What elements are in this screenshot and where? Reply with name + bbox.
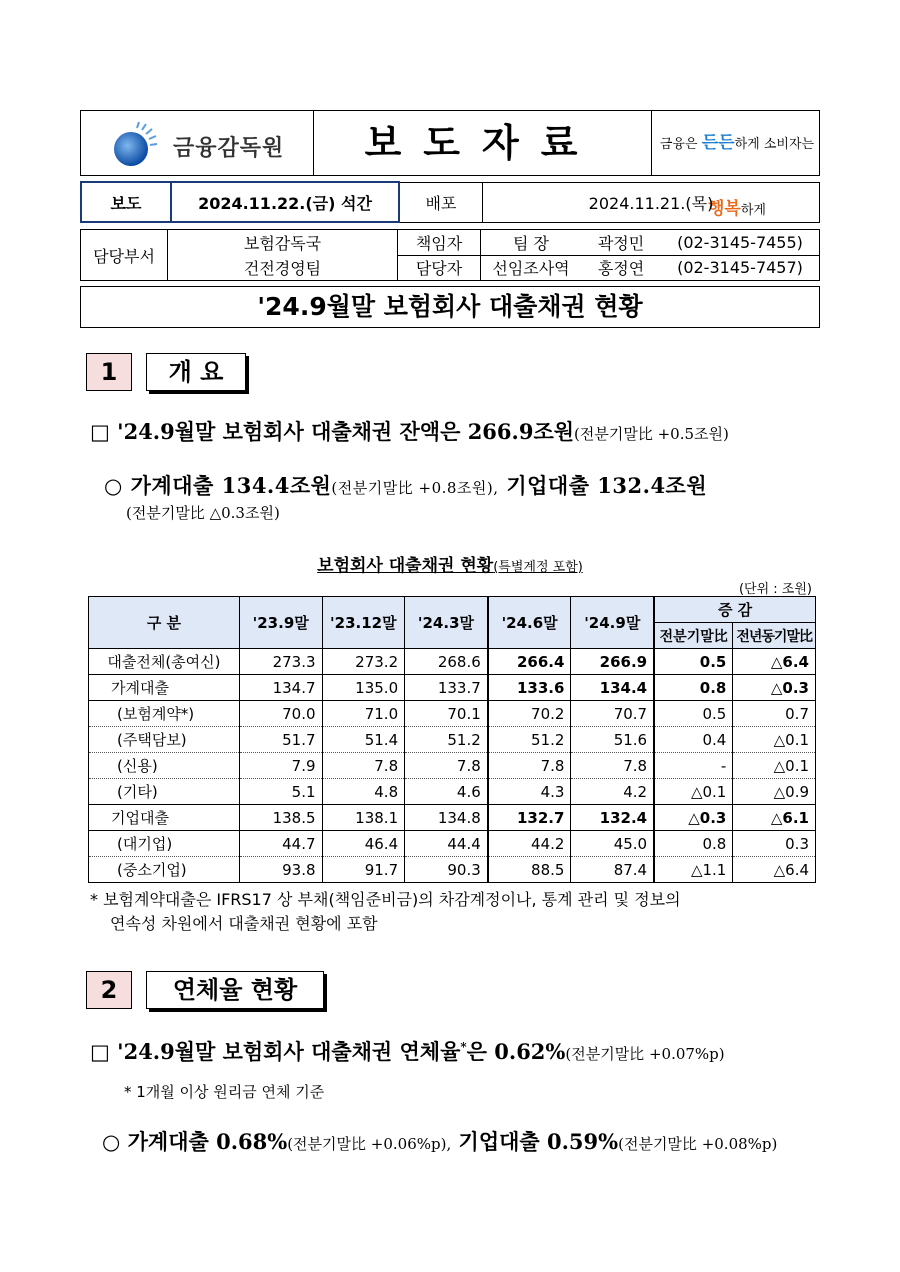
header-yoy: 전년동기말比 xyxy=(733,623,816,649)
cell: △1.1 xyxy=(654,857,733,883)
cell: 91.7 xyxy=(322,857,405,883)
org-name: 금융감독원 xyxy=(173,136,285,161)
sub-bullet xyxy=(102,1126,777,1156)
table-footnote xyxy=(90,888,820,936)
cell: 87.4 xyxy=(571,857,654,883)
cell: 0.8 xyxy=(654,675,733,701)
cell: 133.6 xyxy=(488,675,571,701)
cell: 266.4 xyxy=(488,649,571,675)
section-number: 1 xyxy=(86,353,132,391)
cell: 70.2 xyxy=(488,701,571,727)
cell: 70.7 xyxy=(571,701,654,727)
press-release-title: 보도자료 xyxy=(313,111,652,175)
release-info-table xyxy=(80,181,820,223)
cell: △0.1 xyxy=(733,753,816,779)
cell: 4.8 xyxy=(322,779,405,805)
header-category: 구 분 xyxy=(89,597,240,649)
header-period: '24.9말 xyxy=(571,597,654,649)
bullet-text: □ '24.9월말 보험회사 대출채권 연체율 xyxy=(90,1039,461,1064)
bullet-text: ○ 가계대출 134.4조원 xyxy=(104,473,332,498)
header-period: '24.6말 xyxy=(488,597,571,649)
cell: △0.1 xyxy=(733,727,816,753)
slogan-text: 하게 xyxy=(740,203,766,218)
cell: 44.7 xyxy=(239,831,322,857)
caption-text: 보험회사 대출채권 현황 xyxy=(317,556,494,576)
cell: 70.1 xyxy=(405,701,488,727)
cell: 51.4 xyxy=(322,727,405,753)
cell: 0.3 xyxy=(733,831,816,857)
header-period: '23.12말 xyxy=(322,597,405,649)
cell: 5.1 xyxy=(239,779,322,805)
cell: 134.8 xyxy=(405,805,488,831)
header-period: '24.3말 xyxy=(405,597,488,649)
row-label: (기타) xyxy=(89,779,240,805)
cell: 0.5 xyxy=(654,649,733,675)
footnote-line: * 보험계약대출은 IFRS17 상 부채(책임준비금)의 차감계정이나, 통계 관리 및 정보의 xyxy=(90,890,681,909)
role-label: 담당자 xyxy=(398,255,481,281)
table-row xyxy=(89,753,816,779)
header-qoq: 전분기말比 xyxy=(654,623,733,649)
section-title: 연체율 현황 xyxy=(146,971,324,1009)
contact-title: 선임조사역 xyxy=(481,255,582,281)
cell: 132.7 xyxy=(488,805,571,831)
contact-name: 곽정민 xyxy=(581,230,661,256)
footnote-mark: * xyxy=(460,1040,467,1054)
table-caption xyxy=(0,551,900,576)
cell: - xyxy=(654,753,733,779)
cell: 51.2 xyxy=(488,727,571,753)
table-row xyxy=(89,805,816,831)
report-date: 2024.11.22.(금) 석간 xyxy=(171,182,399,222)
cell: 138.5 xyxy=(239,805,322,831)
contact-title: 팀 장 xyxy=(481,230,582,256)
dept-name: 보험감독국 xyxy=(168,230,398,256)
sub-bullet-note: (전분기말比 △0.3조원) xyxy=(126,504,280,522)
table-row xyxy=(89,779,816,805)
criteria-note: * 1개월 이상 원리금 연체 기준 xyxy=(124,1083,325,1101)
unit-label: (단위 : 조원) xyxy=(738,582,812,597)
cell: 71.0 xyxy=(322,701,405,727)
cell: 70.0 xyxy=(239,701,322,727)
cell: 0.4 xyxy=(654,727,733,753)
cell: 268.6 xyxy=(405,649,488,675)
cell: 44.4 xyxy=(405,831,488,857)
cell: 132.4 xyxy=(571,805,654,831)
cell: △0.3 xyxy=(654,805,733,831)
contact-phone: (02-3145-7455) xyxy=(661,230,820,256)
table-row xyxy=(89,649,816,675)
bullet-note: (전분기말比 +0.8조원), xyxy=(331,479,499,497)
bullet-note: (전분기말比 +0.07%p) xyxy=(565,1045,725,1063)
caption-note: (특별계정 포함) xyxy=(493,560,583,575)
table-row xyxy=(89,701,816,727)
bullet-text: 기업대출 132.4조원 xyxy=(498,473,708,498)
dept-label: 담당부서 xyxy=(81,230,168,281)
header-change: 증 감 xyxy=(654,597,815,623)
cell: 0.5 xyxy=(654,701,733,727)
cell: △0.1 xyxy=(654,779,733,805)
slogan xyxy=(653,111,821,219)
report-label: 보도 xyxy=(81,182,171,222)
cell: △0.9 xyxy=(733,779,816,805)
header-period: '23.9말 xyxy=(239,597,322,649)
cell: 0.7 xyxy=(733,701,816,727)
summary-bullet xyxy=(90,416,729,446)
bullet-note: (전분기말比 +0.5조원) xyxy=(574,425,729,443)
distribution-date: 2024.11.21.(목) xyxy=(483,182,820,222)
fss-logo xyxy=(81,111,314,175)
cell: △6.4 xyxy=(733,857,816,883)
bullet-text: 은 0.62% xyxy=(466,1039,566,1064)
fss-emblem-icon xyxy=(109,119,169,169)
slogan-text: 하게 소비자는 xyxy=(734,137,815,152)
row-label: (보험계약*) xyxy=(89,701,240,727)
sub-bullet xyxy=(104,470,707,500)
cell: 138.1 xyxy=(322,805,405,831)
bullet-text: □ '24.9월말 보험회사 대출채권 잔액은 266.9조원 xyxy=(90,419,575,444)
cell: 90.3 xyxy=(405,857,488,883)
row-label: (주택담보) xyxy=(89,727,240,753)
bullet-text: 기업대출 0.59% xyxy=(451,1129,619,1154)
cell: 134.4 xyxy=(571,675,654,701)
bullet-text: ○ 가계대출 0.68% xyxy=(102,1129,288,1154)
cell: 51.6 xyxy=(571,727,654,753)
cell: 0.8 xyxy=(654,831,733,857)
cell: 93.8 xyxy=(239,857,322,883)
section-number: 2 xyxy=(86,971,132,1009)
cell: △6.4 xyxy=(733,649,816,675)
row-label: 대출전체(총여신) xyxy=(89,649,240,675)
cell: 88.5 xyxy=(488,857,571,883)
bullet-note: (전분기말比 +0.08%p) xyxy=(618,1135,778,1153)
department-table xyxy=(80,229,820,281)
cell: 135.0 xyxy=(322,675,405,701)
table-row xyxy=(89,727,816,753)
contact-name: 홍정연 xyxy=(581,255,661,281)
cell: 266.9 xyxy=(571,649,654,675)
cell: 51.7 xyxy=(239,727,322,753)
cell: 7.8 xyxy=(322,753,405,779)
cell: 273.2 xyxy=(322,649,405,675)
cell: 7.8 xyxy=(488,753,571,779)
slogan-word: 행복 xyxy=(708,199,741,219)
cell: 4.3 xyxy=(488,779,571,805)
footnote-line: 연속성 차원에서 대출채권 현황에 포함 xyxy=(110,914,378,933)
cell: △6.1 xyxy=(733,805,816,831)
cell: 273.3 xyxy=(239,649,322,675)
section-title: 개 요 xyxy=(146,353,246,391)
cell: 4.6 xyxy=(405,779,488,805)
row-label: (신용) xyxy=(89,753,240,779)
summary-bullet xyxy=(90,1036,725,1066)
loan-table xyxy=(88,596,816,883)
bullet-note: (전분기말比 +0.06%p), xyxy=(287,1135,452,1153)
cell: 7.8 xyxy=(405,753,488,779)
table-row xyxy=(89,831,816,857)
row-label: 가계대출 xyxy=(89,675,240,701)
cell: 134.7 xyxy=(239,675,322,701)
distribution-label: 배포 xyxy=(399,182,483,222)
slogan-text: 금융은 xyxy=(659,137,702,152)
cell: 45.0 xyxy=(571,831,654,857)
cell: 51.2 xyxy=(405,727,488,753)
table-row xyxy=(89,675,816,701)
document-title: '24.9월말 보험회사 대출채권 현황 xyxy=(80,286,820,328)
slogan-word: 든든 xyxy=(701,133,735,153)
team-name: 건전경영팀 xyxy=(168,255,398,281)
cell: 46.4 xyxy=(322,831,405,857)
table-row xyxy=(89,857,816,883)
cell: 44.2 xyxy=(488,831,571,857)
row-label: 기업대출 xyxy=(89,805,240,831)
cell: 7.8 xyxy=(571,753,654,779)
cell: 4.2 xyxy=(571,779,654,805)
contact-phone: (02-3145-7457) xyxy=(661,255,820,281)
cell: 7.9 xyxy=(239,753,322,779)
cell: △0.3 xyxy=(733,675,816,701)
row-label: (중소기업) xyxy=(89,857,240,883)
cell: 133.7 xyxy=(405,675,488,701)
role-label: 책임자 xyxy=(398,230,481,256)
row-label: (대기업) xyxy=(89,831,240,857)
